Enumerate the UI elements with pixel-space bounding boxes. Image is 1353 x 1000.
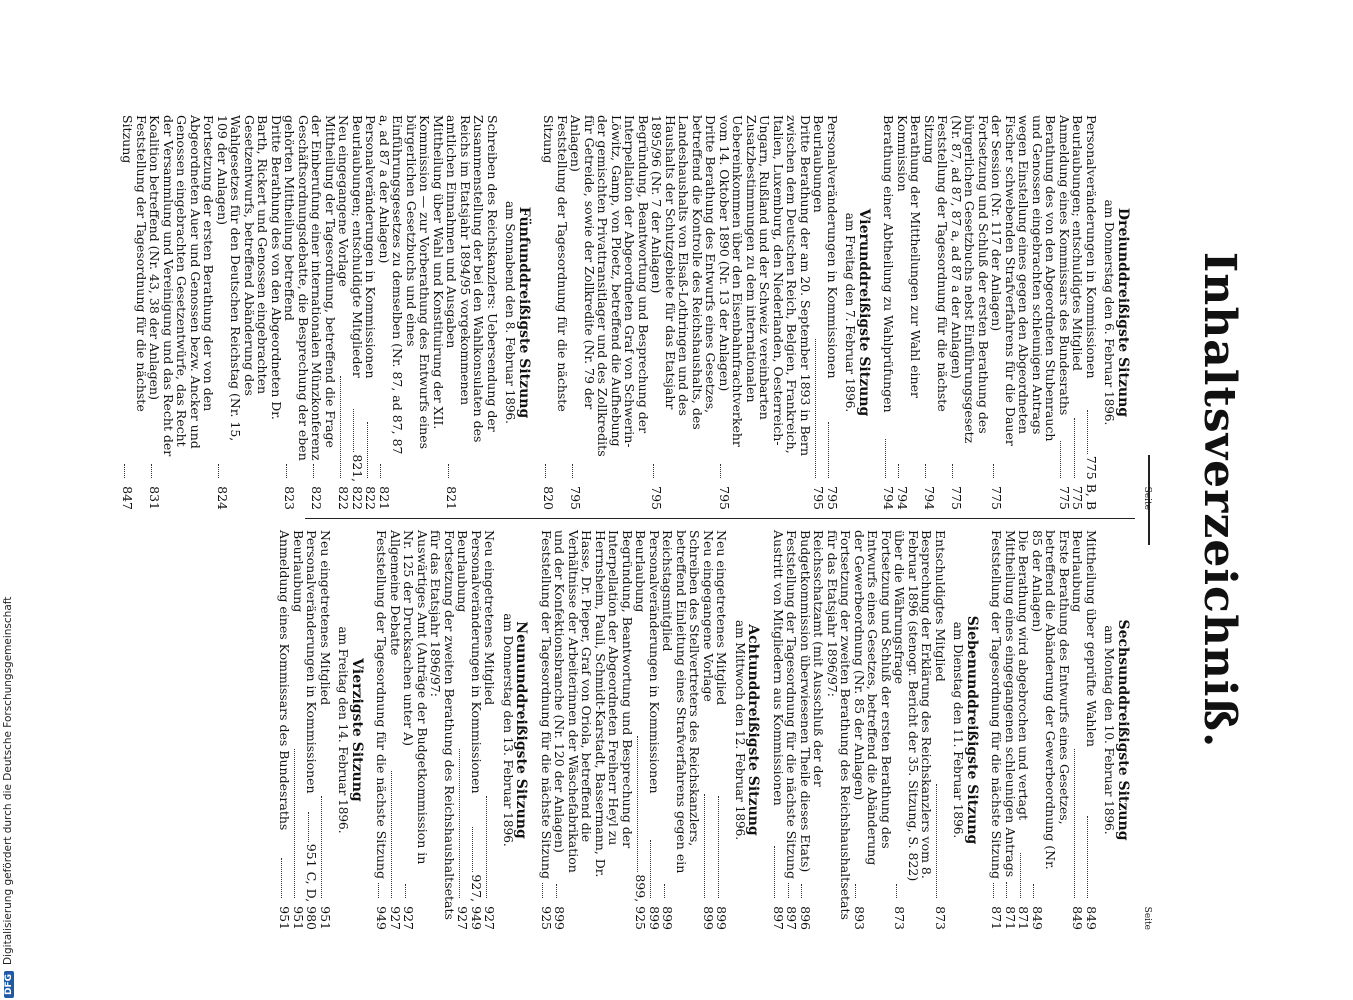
entry-text: Reichsschatzamt (mit Ausschluß der der Budgetkommission überwiesenen Theile dieses Etats) (798, 530, 827, 873)
entry-page-number: 822 (363, 486, 379, 511)
entry-text: Besprechung der Erklärung des Reichskanzlers vom 8. Februar 1896 (stenogr. Bericht der 35. Sitzung, S. 822) über die Währungsfrage (892, 530, 935, 882)
dot-leader (448, 464, 449, 478)
entry-text: Austritt von Mitgliedern aus Kommissionen (771, 530, 786, 806)
dot-leader (815, 339, 816, 478)
entry-text: Berathung des von den Abgeordneten Stubenrauch und Genossen eingebrachten schleunigen Antrags wegen Einstellung eines gegen den Abgeordneten Fischer schwebenden Strafverfahrens für die Dauer der Session (Nr. 117 der Anlagen) (989, 115, 1059, 446)
toc-entry (429, 530, 456, 930)
dot-leader (340, 376, 341, 478)
dot-leader (856, 884, 857, 898)
toc-entry (661, 530, 702, 930)
entry-page-number: 794 (881, 486, 897, 511)
entry-page-number: 822 (336, 486, 352, 511)
entry-text: Fortsetzung und Schluß der ersten Berathung des bürgerlichen Gesetzbuchs nebst Einführungsgesetz (Nr. 87, ad 87, 87 a, ad 87 a der Anlagen) (949, 115, 991, 444)
toc-entry (470, 530, 484, 930)
dot-leader (664, 884, 665, 898)
toc-entry (1004, 530, 1018, 930)
footer-text: Digitalisierung gefördert durch die Deutsche Forschungsgemeinschaft (2, 596, 14, 965)
dot-leader (993, 883, 994, 899)
entry-text: Neu eingegangene Vorlage (701, 530, 716, 702)
dot-leader (281, 858, 282, 898)
entry-text: Anmeldung eines Kommissars des Bundesraths (1057, 115, 1072, 416)
dot-leader (637, 736, 638, 872)
section-title: Dreiunddreißigste Sitzung (1115, 207, 1131, 418)
dot-leader (392, 771, 393, 898)
entry-page-number: 873 (933, 906, 948, 930)
toc-entry (893, 530, 934, 930)
toc-entry (283, 115, 310, 510)
dot-leader (718, 796, 719, 898)
dot-leader (1088, 816, 1089, 898)
dot-leader (543, 883, 544, 899)
entry-page-number: 795 (649, 486, 665, 510)
entry-page-number: 794 (922, 486, 937, 510)
dot-leader (308, 812, 309, 842)
entry-page-number: 795 (825, 486, 840, 511)
entry-page-number: 899, 925 (633, 874, 649, 931)
dot-leader (405, 884, 406, 898)
page-title: Inhaltsverzeichniß. (1194, 251, 1245, 749)
dot-leader (653, 464, 654, 478)
entry-page-number: 899 (714, 906, 730, 931)
entry-page-number: 871 (1016, 906, 1032, 931)
dot-leader (705, 794, 706, 898)
toc-entry (148, 115, 216, 510)
toc-entry (292, 530, 306, 930)
dot-leader (651, 840, 652, 898)
entry-text: Schreiben des Reichskanzlers: Uebersendung der Zusammenstellung der bei den Wahlkonsulaten des Reichs im Etatsjahr 1894/95 vorgekommenen amtlichen Einnahmen und Ausgaben (444, 115, 500, 443)
entry-text: Feststellung der Tagesordnung für die nächste Sitzung (374, 530, 390, 879)
toc-entry (278, 530, 292, 930)
toc-entry (310, 115, 337, 510)
dot-leader (1007, 882, 1008, 898)
toc-entry (1058, 115, 1072, 510)
toc-entry (650, 115, 718, 510)
section-date: am Montag den 10. Februar 1896. (1102, 625, 1117, 835)
dot-leader (378, 883, 379, 899)
entry-page-number: 927 (388, 906, 403, 931)
toc-entry (826, 530, 853, 930)
toc-entry (702, 530, 716, 930)
toc-entry (772, 530, 786, 930)
entry-text: Dritte Berathung der am 20. September 1893 in Bern zwischen dem Deutschen Reich, Belgien, Frankreich, Italien, Luxemburg, den Niederlanden, Oesterreich-Ungarn, Rußland und der Schweiz vereinbarten Zusatzbestimmungen zu dem internationalen Uebereinkommen über den Eisenbahnfrachtverkehr vom 14. Oktober 1890 (Nr. 13 der Anlagen) (717, 115, 813, 457)
entry-text: Feststellung der Tagesordnung für die nächste Sitzung (922, 115, 951, 412)
toc-entry (648, 530, 662, 930)
entry-text: Begründung, Beantwortung und Besprechung der Interpellation der Abgeordneten Graf von Schwerin-Löwitz, Gamp, von Ploetz, betreffend die Aufhebung der gemischten Privattransitlager und des Zollkredits für Getreide, sowie der Zollkredite (Nr. 79 der Anlagen) (568, 115, 651, 457)
toc-entry (553, 530, 634, 930)
entry-page-number: 899 (701, 906, 716, 931)
dot-leader (885, 439, 886, 478)
entry-page-number: 775 (1070, 486, 1086, 511)
entry-page-number: 821, 822 (350, 454, 365, 510)
toc-entry (934, 530, 948, 930)
toc-entry (483, 530, 497, 930)
entry-text: Beurlaubung (291, 530, 306, 613)
entry-page-number: 951 (318, 906, 333, 931)
entry-text: Fortsetzung der ersten Berathung der von den Abgeordneten Auer und Genossen bezw. Ancker und Genossen eingebrachten Gesetzentwürfe, das Recht der Versammlung und Vereinigung und das Recht der Koalition betreffend (Nr. 43, 38 der Anlagen) (147, 115, 217, 457)
section-title: Siebenunddreißigste Sitzung (964, 615, 980, 845)
toc-entry (634, 530, 648, 930)
entry-text: Beurlaubung (1070, 530, 1086, 613)
entry-text: Fortsetzung und Schluß der ersten Berathung des Entwurfs eines Gesetzes, betreffend die Abänderung der Gewerbeordnung (Nr. 85 der Anlagen) (852, 530, 894, 866)
section-date: am Donnerstag den 6. Februar 1896. (1102, 199, 1117, 426)
entry-text: Personalveränderungen in Kommissionen (363, 115, 379, 379)
entry-text: Personalveränderungen in Kommissionen (1084, 115, 1099, 379)
dot-leader (926, 464, 927, 478)
entry-page-number: 849 (1070, 906, 1086, 930)
entry-page-number: 951 (291, 906, 306, 930)
entry-page-number: 847 (120, 486, 136, 510)
section-title: Sechsunddreißigste Sitzung (1115, 619, 1131, 841)
toc-entry (569, 115, 650, 510)
toc-entry (305, 530, 319, 930)
toc-entry (319, 530, 333, 930)
dot-leader (459, 749, 460, 898)
footer-credit (2, 598, 14, 998)
toc-entry (896, 115, 923, 510)
entry-page-number: 927, 949 (469, 874, 484, 930)
dot-leader (788, 883, 789, 899)
dot-leader (572, 464, 573, 478)
dot-leader (1020, 853, 1021, 898)
section-date: am Dienstag den 11. Februar 1896. (951, 621, 966, 839)
entry-text: Mittheilung über geprüfte Wahlen (1084, 530, 1099, 747)
entry-text: Die Berathung wird abgebrochen und vertagt (1016, 530, 1032, 821)
entry-text: Dritte Berathung des Entwurfs eines Gesetzes, betreffend die Kontrolle des Reichshaushalts, des Landeshaushalts von Elsaß-Lothringen und des Haushalts der Schutzgebiete für das Etatsjahr 1895/96 (Nr. 7 der Anlagen) (649, 115, 719, 430)
toc-entry (456, 530, 470, 930)
toc-entry (375, 530, 389, 930)
toc-entry (1085, 530, 1099, 930)
dot-leader (721, 464, 722, 478)
entry-text: Entschuldigtes Mitglied (933, 530, 948, 682)
toc-entry (826, 115, 840, 510)
dot-leader (775, 846, 776, 898)
entry-page-number: 849 (1084, 906, 1099, 931)
entry-text: Beurlaubung (455, 530, 471, 613)
entry-page-number: 775 (949, 486, 964, 510)
dot-leader (556, 884, 557, 898)
entry-text: Feststellung der Tagesordnung für die nächste Sitzung (120, 115, 149, 412)
entry-page-number: 897 (771, 906, 786, 930)
entry-page-number: 951 C, D, 980 (304, 843, 320, 931)
entry-page-number: 775 B, B (1084, 455, 1099, 511)
entry-text: Geschäftsordnungsdebatte, die Besprechung der eben gehörten Mittheilung betreffend (282, 115, 311, 461)
toc-entry (990, 530, 1004, 930)
entry-page-number: 821 (377, 486, 392, 510)
toc-entry (718, 115, 813, 510)
entry-page-number: 823 (282, 486, 298, 510)
dot-leader (151, 464, 152, 478)
entry-page-number: 873 (892, 906, 908, 930)
entry-text: Fortsetzung der zweiten Berathung des Reichshaushaltsetats für das Etatsjahr 1896/97: (825, 530, 854, 920)
toc-entry (364, 115, 378, 510)
dot-leader (1074, 418, 1075, 478)
entry-page-number: 893 (852, 906, 867, 930)
entry-text: Mittheilung eines eingegangenen schleunigen Antrags (1003, 530, 1018, 878)
dot-leader (322, 796, 323, 898)
section-date: am Freitag den 7. Februar 1896. (843, 212, 858, 413)
entry-text: Personalveränderungen in Kommissionen (469, 530, 484, 794)
entry-text: Feststellung der Tagesordnung für die nächste Sitzung (539, 530, 554, 879)
toc-entry (1085, 115, 1099, 510)
dot-leader (993, 464, 994, 478)
dot-leader (1061, 441, 1062, 478)
entry-text: Neu eingegangene Vorlage (336, 115, 352, 287)
entry-page-number: 795 (811, 486, 827, 511)
entry-text: Schreiben des Stellvertreters des Reichskanzlers, betreffend Einleitung eines Strafverfahrens gegen ein Reichstagsmitglied (660, 530, 703, 874)
toc-entry (715, 530, 729, 930)
entry-page-number: 925 (539, 906, 554, 931)
toc-entry (785, 530, 799, 930)
entry-page-number: 820 (541, 486, 557, 510)
entry-text: Neu eingetretenes Mitglied (318, 530, 333, 706)
entry-text: Berathung einer Abtheilung zu Wahlprüfungen (881, 115, 897, 413)
toc-entry (542, 115, 569, 510)
entry-text: Fortsetzung der zweiten Berathung des Reichshaushaltsetats für das Etatsjahr 1896/97: (428, 530, 457, 920)
section-date: am Donnerstag den 13. Februar 1896. (501, 613, 515, 847)
entry-page-number: 899 (647, 906, 662, 931)
entry-text: Beurlaubung (633, 530, 649, 613)
toc-entry (799, 530, 826, 930)
entry-page-number: 899 (552, 906, 568, 930)
dot-leader (295, 749, 296, 898)
entry-text: Feststellung der Tagesordnung für die nächste Sitzung (989, 530, 1005, 879)
toc-entry (812, 115, 826, 510)
entry-text: Begründung, Beantwortung und Besprechung der Interpellation der Abgeordneten Freiherr Heyl zu Herrnsheim, Pauli, Schmidt-Karstadt, Bassermann, Dr. Hasse, Dr. Pieper, Graf von Oriola, betreffend die Verhältnisse der Arbeiterinnen der Wäschefabrikation und der Konfektionsbranche (Nr. 120 der Anlagen) (552, 530, 635, 878)
dot-leader (1034, 884, 1035, 898)
dot-leader (899, 464, 900, 478)
entry-page-number: 824 (215, 486, 230, 510)
dot-leader (313, 464, 314, 478)
entry-text: Feststellung der Tagesordnung für die nächste Sitzung (541, 115, 570, 412)
dot-leader (286, 464, 287, 478)
section-date: am Sonnabend den 8. Februar 1896. (503, 201, 518, 424)
dot-leader (381, 464, 382, 478)
section-title: Vierzigste Sitzung (349, 658, 365, 802)
dot-leader (896, 884, 897, 898)
entry-page-number: 794 (895, 486, 910, 510)
toc-entry (950, 115, 991, 510)
dot-leader (219, 464, 220, 478)
toc-entry (445, 115, 499, 510)
entry-text: Erste Berathung des Entwurfs eines Gesetzes, betreffend die Abänderung der Gewerbeordnung (Nr. 85 der Anlagen) (1030, 530, 1072, 870)
section-title: Neununddreißigste Sitzung (513, 621, 530, 839)
section-title: Achtunddreißigste Sitzung (745, 624, 762, 836)
toc-entry (337, 115, 351, 510)
dot-leader (124, 464, 125, 478)
toc-entry (990, 115, 1058, 510)
entry-page-number: 897 (784, 906, 800, 931)
toc-entry (853, 530, 894, 930)
dot-leader (937, 784, 938, 898)
entry-text: Allgemeine Debatte (388, 530, 403, 656)
entry-text: Neu eingetretenes Mitglied (714, 530, 730, 706)
dot-leader (354, 409, 355, 452)
entry-page-number: 795 (568, 486, 584, 510)
entry-page-number: 822 (309, 486, 325, 510)
section-date: am Mittwoch den 12. Februar 1896. (733, 619, 747, 841)
column-divider (305, 518, 1135, 519)
seite-label: Seite (1142, 486, 1152, 510)
entry-text: Beurlaubungen; entschuldigte Mitglieder (350, 115, 365, 378)
toc-entry (540, 530, 554, 930)
toc-entry (923, 115, 950, 510)
entry-text: Mittheilung über Wahl und Konstituirung der XII. Kommission — zur Vorberathung des Entwurfs eines bürgerlichen Gesetzbuchs und eines Einführungsgesetzes zu demselben (Nr. 87, ad 87, 87 a, ad 87 a der Anlagen) (377, 115, 446, 455)
toc-entry (351, 115, 365, 510)
section-date: am Freitag den 14. Februar 1896. (336, 626, 351, 834)
entry-text: Berathung der Mittheilungen zur Wahl einer Kommission (895, 115, 924, 398)
section-title: Fünfunddreißigste Sitzung (516, 206, 532, 419)
entry-text: Personalveränderungen in Kommissionen (647, 530, 662, 794)
dfg-logo-icon: DFG (4, 971, 14, 998)
entry-page-number: 849 (1030, 906, 1045, 930)
dot-leader (545, 464, 546, 478)
toc-entry (1071, 530, 1085, 930)
toc-entry (402, 530, 429, 930)
seite-label: Seite (1142, 906, 1152, 930)
entry-text: Neu eingetretenes Mitglied (482, 530, 498, 706)
dot-leader (473, 827, 474, 872)
entry-page-number: 821 (444, 486, 460, 510)
entry-page-number: 899 (660, 906, 676, 930)
dot-leader (486, 796, 487, 898)
entry-text: Beurlaubungen; entschuldigtes Mitglied (1070, 115, 1086, 371)
entry-page-number: 795 (717, 486, 732, 510)
toc-entry (1031, 530, 1072, 930)
dot-leader (953, 464, 954, 478)
dot-leader (802, 884, 803, 898)
entry-text: Beurlaubungen (811, 115, 827, 213)
dot-leader (1074, 749, 1075, 898)
entry-page-number: 871 (1003, 906, 1018, 930)
dot-leader (367, 422, 368, 478)
entry-text: Mittheilung der Tagesordnung, betreffend die Frage der Einberufung einer internationalen Münzkonferenz (309, 115, 338, 461)
toc-entry (378, 115, 446, 510)
entry-page-number: 951 (277, 906, 293, 931)
toc-entry (1071, 115, 1085, 510)
entry-text: Feststellung der Tagesordnung für die nächste Sitzung (784, 530, 800, 879)
entry-page-number: 927 (455, 906, 471, 930)
dot-leader (829, 422, 830, 478)
right-column (278, 530, 1153, 930)
toc-entry (389, 530, 403, 930)
entry-page-number: 949 (374, 906, 390, 931)
entry-page-number: 871 (989, 906, 1005, 931)
entry-text: Personalveränderungen in Kommissionen (825, 115, 840, 379)
entry-page-number: 831 (147, 486, 163, 510)
toc-entry (216, 115, 284, 510)
toc-entry (121, 115, 148, 510)
entry-text: Anmeldung eines Kommissars des Bundesraths (277, 530, 293, 831)
left-column (121, 115, 1153, 510)
section-title: Vierunddreißigste Sitzung (856, 208, 872, 417)
entry-page-number: 775 (989, 486, 1005, 510)
entry-page-number: 896 (798, 906, 813, 930)
toc-entry (1017, 530, 1031, 930)
entry-page-number: 775 (1057, 486, 1072, 511)
entry-page-number: 927 (482, 906, 498, 931)
dot-leader (1088, 410, 1089, 454)
toc-entry (882, 115, 896, 510)
entry-text: Auswärtiges Amt (Anträge der Budgetkommission in Nr. 125 der Drucksachen unter A) (401, 530, 430, 865)
entry-page-number: 927 (401, 906, 417, 930)
entry-text: Dritte Berathung des von den Abgeordneten Dr. Barth, Rickert und Genossen eingebrachten Gesetzentwurfs, betreffend Abänderung des Wahlgesetzes für den Deutschen Reichstag (Nr. 15, 109 der Anlagen) (215, 115, 284, 442)
entry-text: Personalveränderungen in Kommissionen (304, 530, 320, 794)
